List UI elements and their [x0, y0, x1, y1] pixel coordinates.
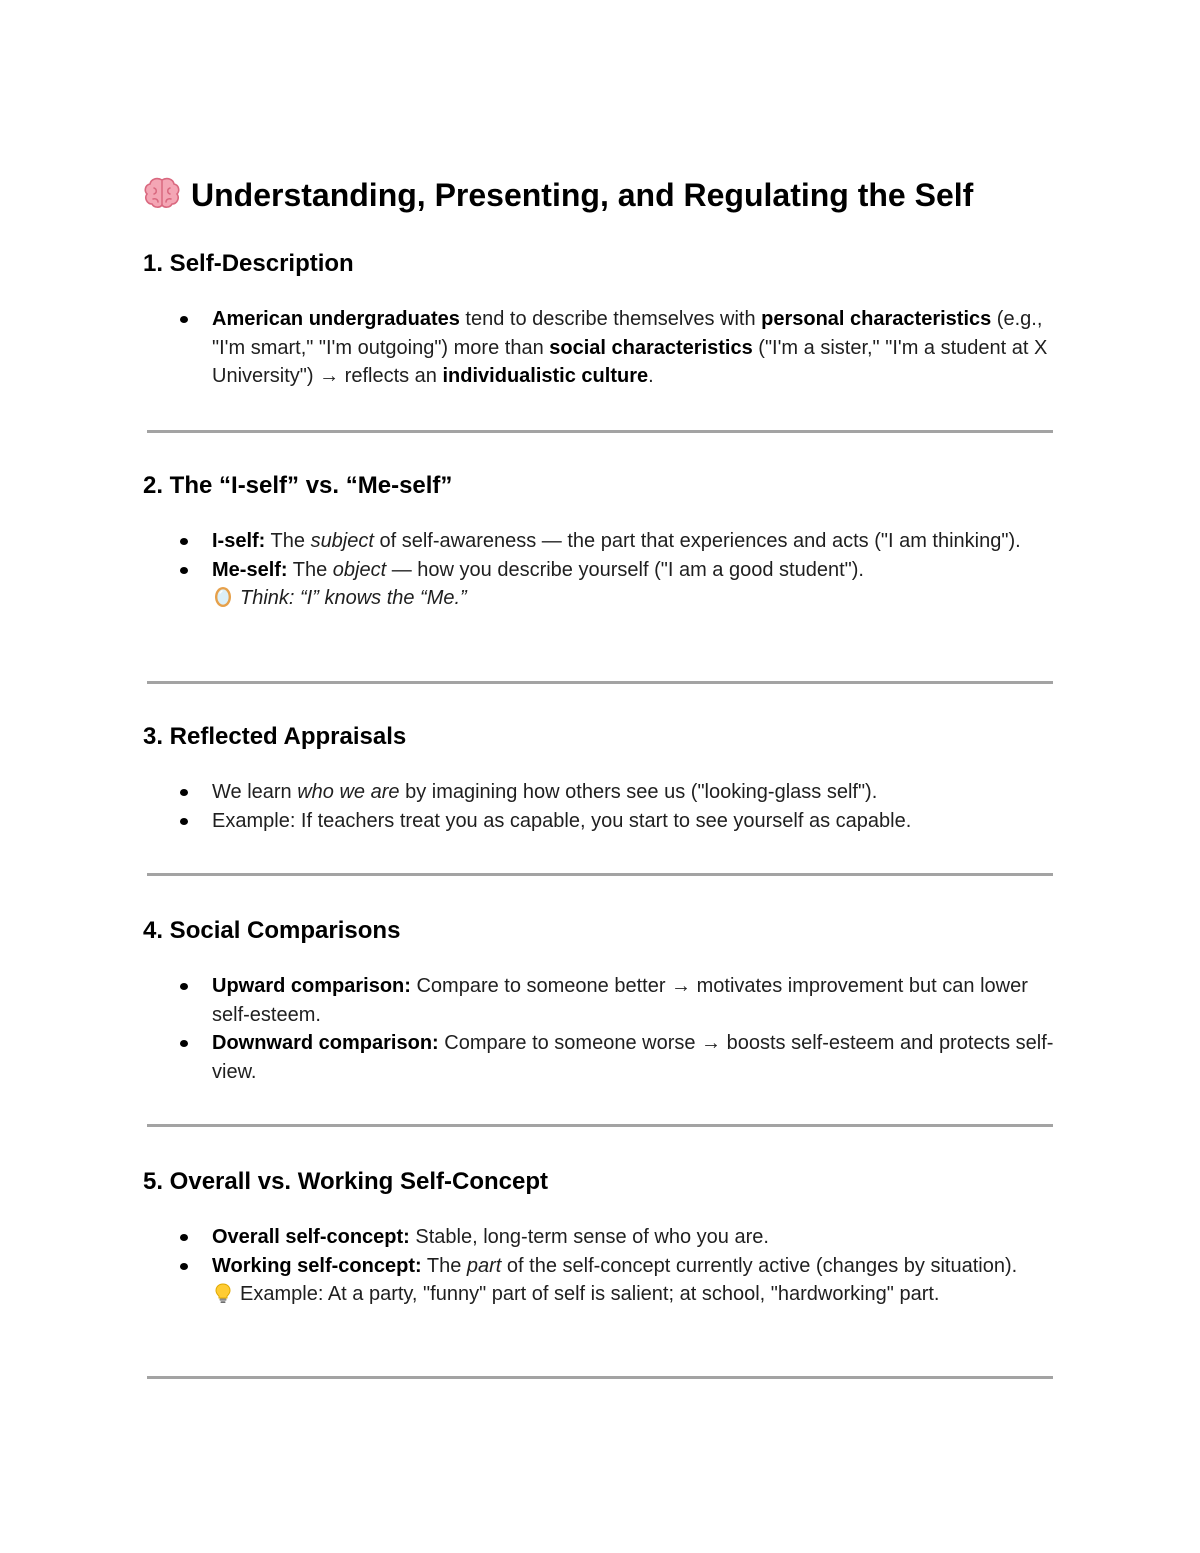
- bold-term: American undergraduates: [212, 308, 460, 330]
- section-reflected-appraisals: [143, 722, 1063, 835]
- list-item: [143, 972, 1063, 1029]
- bullet-icon: [180, 818, 188, 825]
- bullet-icon: [180, 983, 188, 990]
- bullet-list: [143, 527, 1063, 613]
- item-label: I-self:: [212, 530, 266, 552]
- italic-term: subject: [310, 530, 374, 552]
- item-text: Example: If teachers treat you as capable, you start to see yourself as capable.: [212, 809, 912, 832]
- list-item: [143, 305, 1063, 391]
- note-text: Example: At a party, "funny" part of self is salient; at school, "hardworking" part.: [240, 1283, 940, 1305]
- item-label: Overall self-concept:: [212, 1226, 410, 1248]
- brain-icon: [143, 176, 181, 222]
- bullet-list: [143, 305, 1063, 391]
- item-text: (e.g., "I'm smart," "I'm outgoing") more than: [212, 308, 1043, 359]
- section-overall-vs-working-self-concept: [143, 1167, 1063, 1309]
- bullet-icon: [180, 567, 188, 574]
- section-divider: [147, 430, 1053, 433]
- list-item: [143, 1252, 1063, 1309]
- bullet-list: [143, 972, 1063, 1086]
- section-i-self-vs-me-self: [143, 471, 1063, 613]
- bold-term: individualistic culture: [442, 365, 649, 387]
- bold-term: social characteristics: [549, 336, 753, 359]
- section-social-comparisons: [143, 916, 1063, 1086]
- item-label: Upward comparison:: [212, 975, 411, 997]
- section-divider: [147, 681, 1053, 684]
- bullet-icon: [180, 316, 188, 323]
- section-heading: 2. The “I-self” vs. “Me-self”: [143, 472, 453, 499]
- item-text: The: [287, 558, 333, 581]
- item-text: Compare to someone worse → boosts self-esteem and protects self-view.: [212, 1032, 1054, 1083]
- item-text: We learn: [212, 781, 298, 803]
- lightbulb-icon: [212, 1282, 234, 1304]
- list-item: [143, 1029, 1063, 1086]
- italic-term: who we are: [297, 781, 400, 803]
- note-text: Think: “I” knows the “Me.”: [240, 587, 467, 609]
- item-label: Me-self:: [212, 558, 288, 581]
- bullet-icon: [180, 789, 188, 796]
- section-heading: 4. Social Comparisons: [143, 917, 401, 944]
- list-item: [143, 556, 1063, 613]
- bullet-list: [143, 1223, 1063, 1309]
- item-text: The: [421, 1254, 467, 1277]
- item-text: tend to describe themselves with: [459, 308, 762, 330]
- item-text: .: [648, 365, 654, 387]
- section-heading: 3. Reflected Appraisals: [143, 723, 407, 750]
- section-divider: [147, 1124, 1053, 1127]
- bold-term: personal characteristics: [761, 308, 992, 330]
- list-item: [143, 1223, 1063, 1252]
- item-text: of the self-concept currently active (changes by situation).: [501, 1254, 1018, 1277]
- mirror-icon: [212, 586, 234, 608]
- bullet-icon: [180, 1263, 188, 1270]
- list-item: [143, 807, 1063, 836]
- bullet-list: [143, 778, 1063, 835]
- item-text: ("I'm a sister," "I'm a student at X University") → reflects an: [212, 336, 1048, 387]
- item-text: by imagining how others see us ("looking-glass self").: [399, 781, 878, 803]
- italic-term: part: [466, 1254, 502, 1277]
- section-divider: [147, 873, 1053, 876]
- page-title-text: Understanding, Presenting, and Regulating the Self: [191, 177, 974, 213]
- item-label: Downward comparison:: [212, 1032, 439, 1054]
- item-text: of self-awareness — the part that experiences and acts ("I am thinking").: [373, 530, 1021, 552]
- bullet-icon: [180, 1234, 188, 1241]
- section-self-description: [143, 249, 1063, 391]
- section-divider: [147, 1376, 1053, 1379]
- bullet-icon: [180, 538, 188, 545]
- item-text: The: [265, 530, 311, 552]
- italic-term: object: [332, 558, 387, 581]
- section-heading: 1. Self-Description: [143, 250, 354, 277]
- item-text: — how you describe yourself ("I am a good student").: [386, 558, 864, 581]
- page-title: [143, 172, 973, 222]
- list-item: [143, 527, 1063, 556]
- item-text: Stable, long-term sense of who you are.: [409, 1226, 769, 1248]
- item-text: Compare to someone better → motivates improvement but can lower self-esteem.: [212, 975, 1028, 1026]
- section-heading: 5. Overall vs. Working Self-Concept: [143, 1168, 548, 1195]
- list-item: [143, 778, 1063, 807]
- item-label: Working self-concept:: [212, 1254, 422, 1277]
- bullet-icon: [180, 1040, 188, 1047]
